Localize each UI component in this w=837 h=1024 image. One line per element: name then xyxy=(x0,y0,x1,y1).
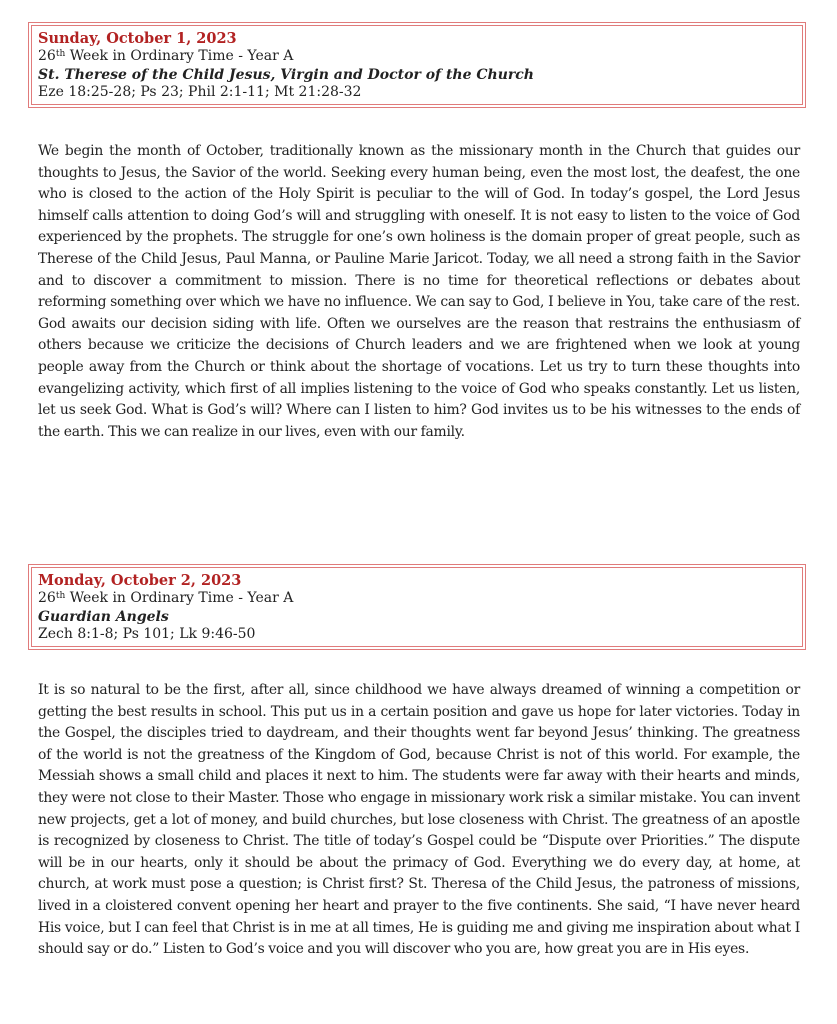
entry-header xyxy=(31,567,803,647)
feast-title: Guardian Angels xyxy=(38,608,169,625)
week-ordinal-suffix: th xyxy=(55,591,66,601)
liturgical-week xyxy=(38,590,796,608)
scripture-readings: Zech 8:1-8; Ps 101; Lk 9:46-50 xyxy=(38,625,256,642)
feast-title: St. Therese of the Child Jesus, Virgin and Doctor of the Church xyxy=(38,66,534,83)
reflection-text: It is so natural to be the first, after all, since childhood we have always dreamed of winning a competition or getting the best results in school. This put us in a certain position and gave us hope for later victories. Today in the Gospel, the disciples tried to daydream, and their thoughts went far beyond Jesus’ thinking. The greatness of the world is not the greatness of the Kingdom of God, because Christ is not of this world. For example, the Messiah shows a small child and places it next to him. The students were far away with their hearts and minds, they were not close to their Master. Those who engage in missionary work risk a similar mistake. You can invent new projects, get a lot of money, and build churches, but lose closeness with Christ. The greatness of an apostle is recognized by closeness to Christ. The title of today’s Gospel could be “Dispute over Priorities.” The dispute will be in our hearts, only it should be about the primacy of God. Everything we do every day, at home, at church, at work must pose a question; is Christ first? St. Theresa of the Child Jesus, the patroness of missions, lived in a cloistered convent opening her heart and prayer to the five continents. She said, “I have never heard His voice, but I can feel that Christ is in me at all times, He is guiding me and giving me inspiration about what I should say or do.” Listen to God’s voice and you will discover who you are, how great you are in His eyes. xyxy=(38,682,800,958)
liturgical-week xyxy=(38,48,796,66)
reflection-text: We begin the month of October, traditionally known as the missionary month in the Church that guides our thoughts to Jesus, the Savior of the world. Seeking every human being, even the most lost, the deafest, the one who is closed to the action of the Holy Spirit is peculiar to the will of God. In today’s gospel, the Lord Jesus himself calls attention to doing God’s will and struggling with oneself. It is not easy to listen to the voice of God experienced by the prophets. The struggle for one’s own holiness is the domain proper of great people, such as Therese of the Child Jesus, Paul Manna, or Pauline Marie Jaricot. Today, we all need a strong faith in the Savior and to discover a commitment to mission. There is no time for theoretical reflections or debates about reforming something over which we have no influence. We can say to God, I believe in You, take care of the rest. God awaits our decision siding with life. Often we ourselves are the reason that restrains the enthusiasm of others because we criticize the decisions of Church leaders and we are frightened when we look at young people away from the Church or think about the shortage of vocations. Let us try to turn these thoughts into evangelizing activity, which first of all implies listening to the voice of God who speaks constantly. Let us listen, let us seek God. What is God’s will? Where can I listen to him? God invites us to be his witnesses to the ends of the earth. This we can realize in our lives, even with our family. xyxy=(38,143,800,440)
entry-date: Monday, October 2, 2023 xyxy=(38,572,242,589)
week-number: 26 xyxy=(38,48,56,64)
week-ordinal-suffix: th xyxy=(55,49,66,59)
scripture-readings: Eze 18:25-28; Ps 23; Phil 2:1-11; Mt 21:28-32 xyxy=(38,83,362,100)
week-number: 26 xyxy=(38,590,56,606)
entry-header xyxy=(31,25,803,105)
entry-date: Sunday, October 1, 2023 xyxy=(38,30,237,47)
week-description: Week in Ordinary Time - Year A xyxy=(65,590,294,606)
week-description: Week in Ordinary Time - Year A xyxy=(65,48,294,64)
